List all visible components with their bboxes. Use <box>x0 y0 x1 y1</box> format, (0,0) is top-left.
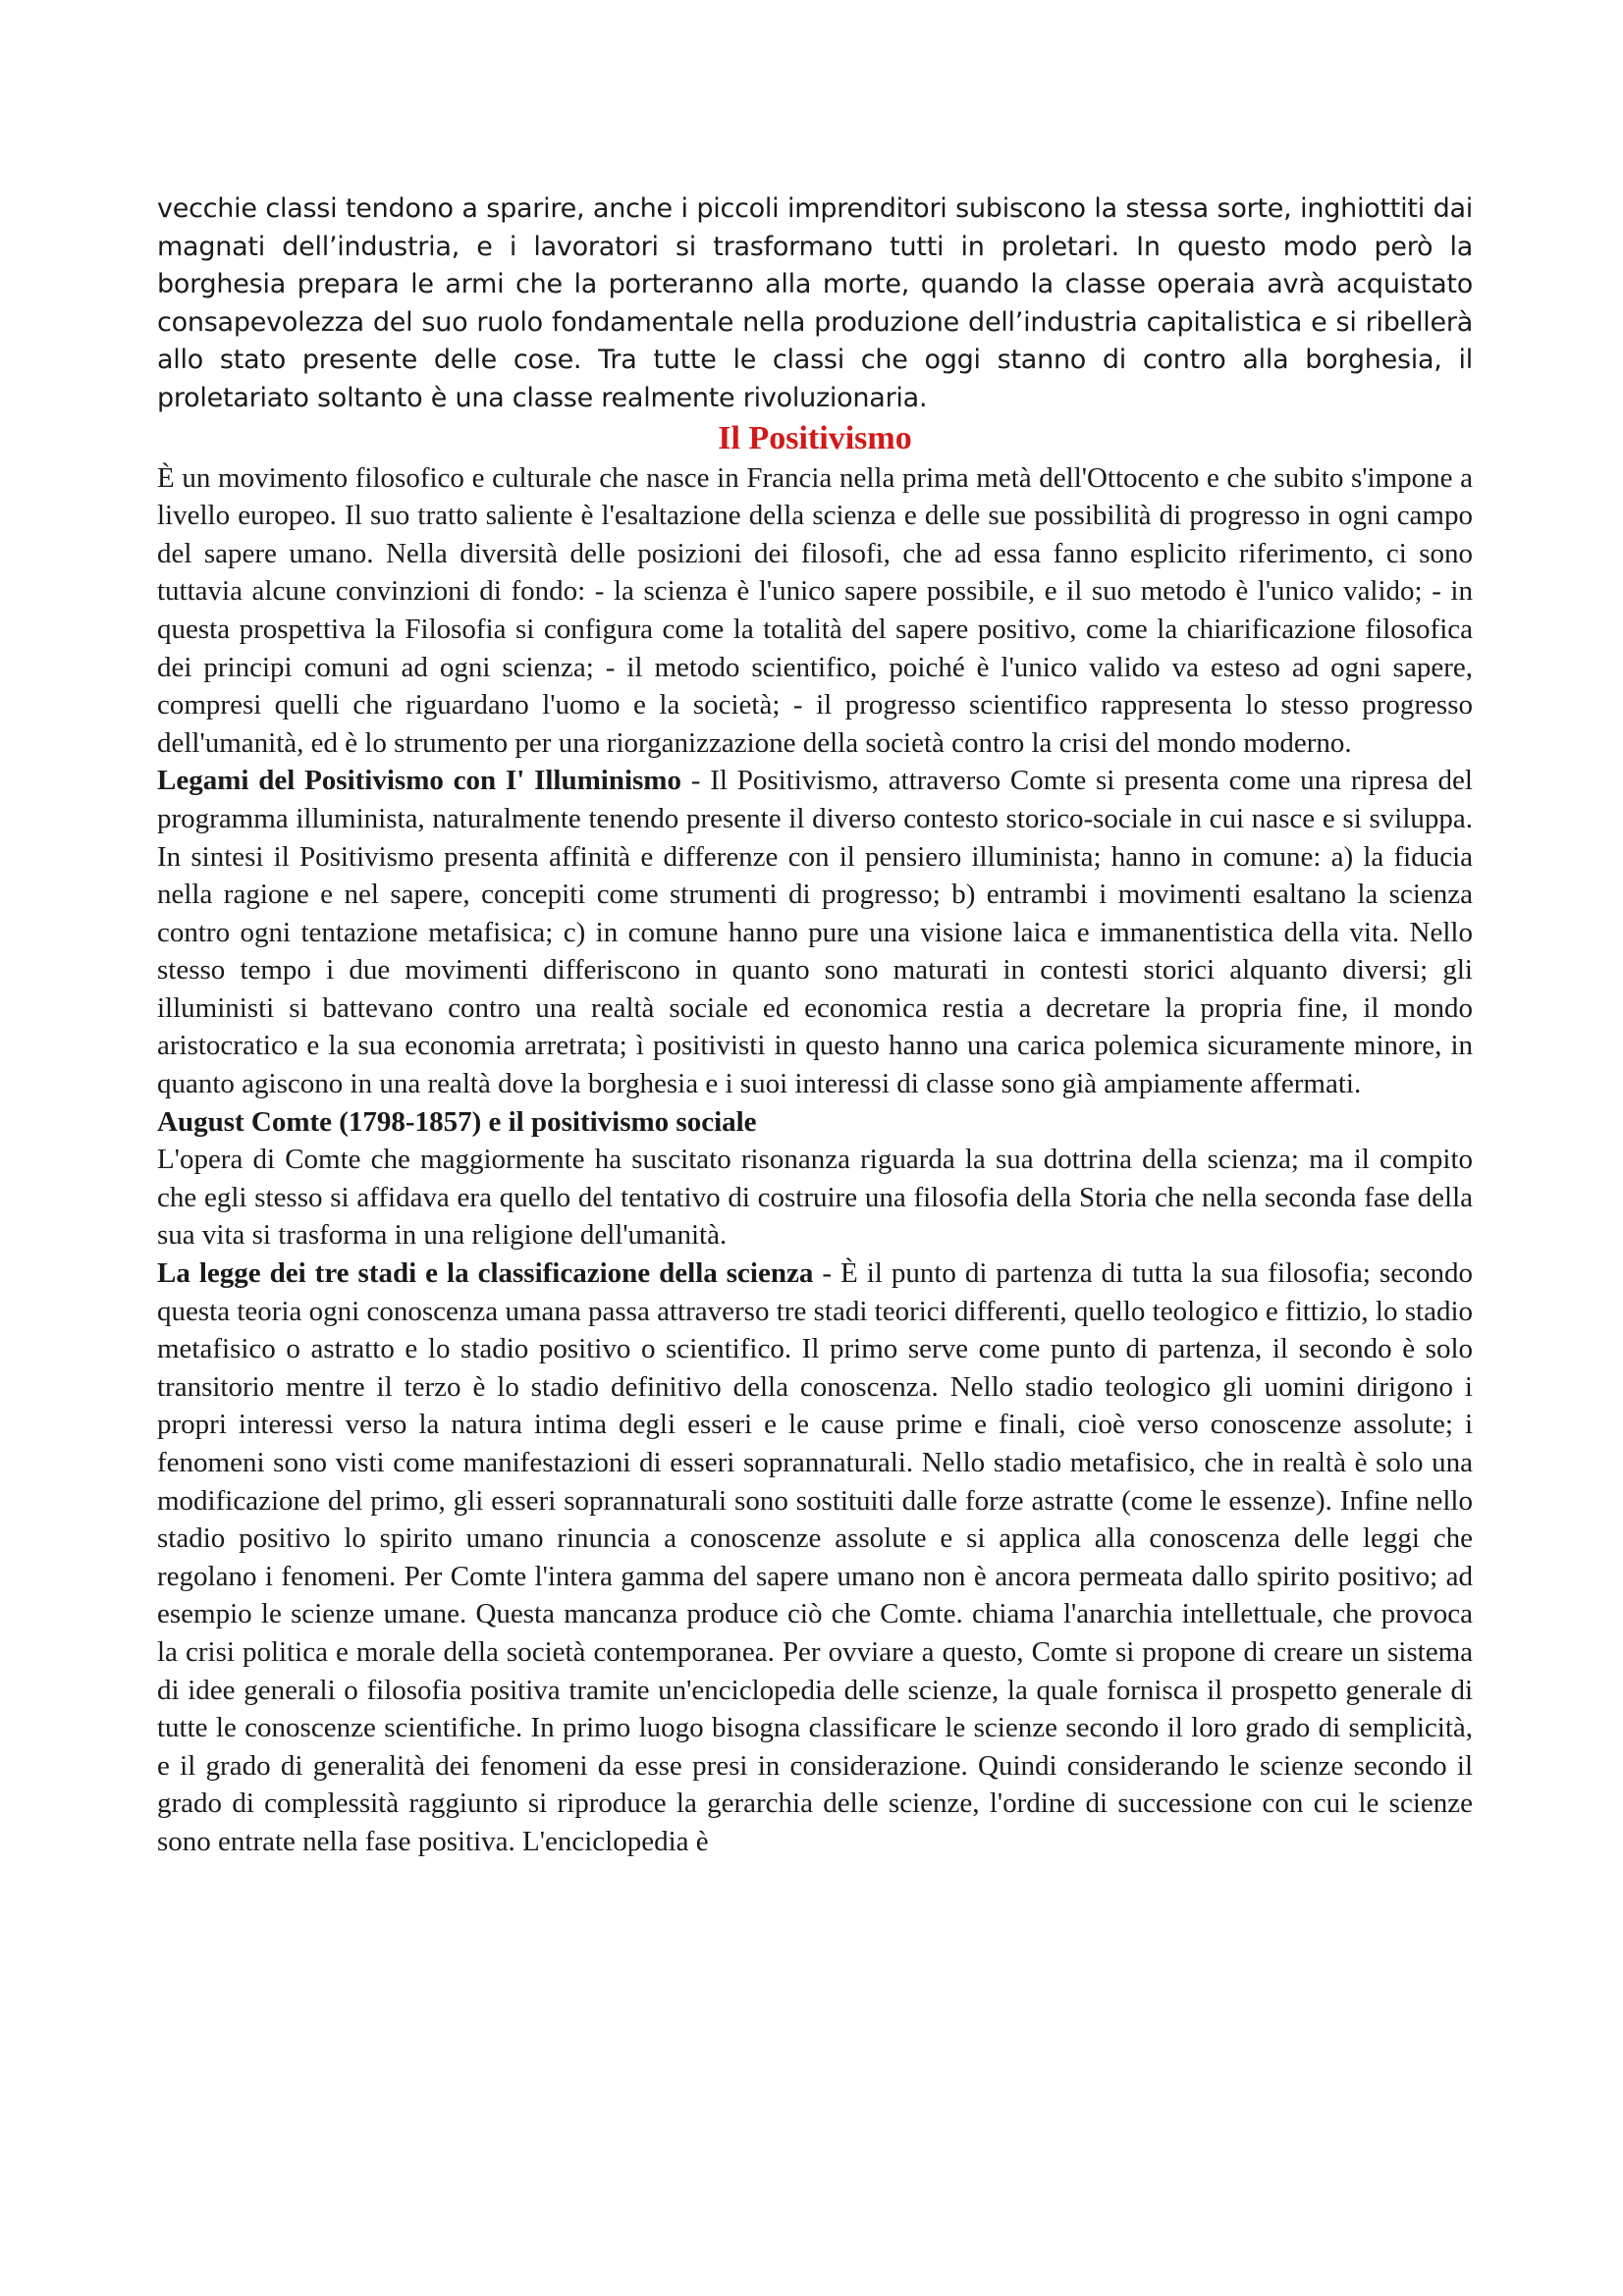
positivism-paragraph: È un movimento filosofico e culturale che nasce in Francia nella prima metà dell'Ottocento e che subito s'impone a livello europeo. Il suo tratto saliente è l'esaltazione della scienza e delle sue possibilità di progresso in ogni campo del sapere umano. Nella diversità delle posizioni dei filosofi, che ad essa fanno esplicito riferimento, ci sono tuttavia alcune convinzioni di fondo: - la scienza è l'unico sapere possibile, e il suo metodo è l'unico valido; - in questa prospettiva la Filosofia si configura come la totalità del sapere positivo, come la chiarificazione filosofica dei principi comuni ad ogni scienza; - il metodo scientifico, poiché è l'unico valido va esteso ad ogni sapere, compresi quelli che riguardano l'uomo e la società; - il progresso scientifico rappresenta lo stesso progresso dell'umanità, ed è lo strumento per una riorganizzazione della società contro la crisi del mondo moderno. <box>157 461 1473 759</box>
page-content <box>157 190 1473 1861</box>
enlightenment-text: - Il Positivismo, attraverso Comte si presenta come una ripresa del programma illuminista, naturalmente tenendo presente il diverso contesto storico-sociale in cui nasce e si sviluppa. In sintesi il Positivismo presenta affinità e differenze con il pensiero illuminista; hanno in comune: a) la fiducia nella ragione e nel sapere, concepiti come strumenti di progresso; b) entrambi i movimenti esaltano la scienza contro ogni tentazione metafisica; c) in comune hanno pure una visione laica e immanentistica della vita. Nello stesso tempo i due movimenti differiscono in quanto sono maturati in contesti storici alquanto diversi; gli illuministi si battevano contro una realtà sociale ed economica restia a decretare la propria fine, il mondo aristocratico e la sua economia arretrata; ì positivisti in questo hanno una carica polemica sicuramente minore, in quanto agiscono in una realtà dove la borghesia e i suoi interessi di classe sono già ampiamente affermati. <box>157 765 1473 1100</box>
three-stages-paragraph <box>157 1255 1473 1861</box>
enlightenment-paragraph <box>157 762 1473 1102</box>
enlightenment-heading: Legami del Positivismo con I' Illuminismo <box>157 765 681 797</box>
comte-paragraph: L'opera di Comte che maggiormente ha suscitato risonanza riguarda la sua dottrina della scienza; ma il compito che egli stesso si affidava era quello del tentativo di costruire una filosofia della Storia che nella seconda fase della sua vita si trasforma in una religione dell'umanità. <box>157 1144 1473 1252</box>
comte-heading: August Comte (1798-1857) e il positivismo sociale <box>157 1105 757 1138</box>
intro-paragraph: vecchie classi tendono a sparire, anche i piccoli imprenditori subiscono la stessa sorte, inghiottiti dai magnati dell’industria, e i lavoratori si trasformano tutti in proletari. In questo modo però la borghesia prepara le armi che la porteranno alla morte, quando la classe operaia avrà acquistato consapevolezza del suo ruolo fondamentale nella produzione dell’industria capitalistica e si ribellerà allo stato presente delle cose. Tra tutte le classi che oggi stanno di contro alla borghesia, il proletariato soltanto è una classe realmente rivoluzionaria. <box>157 193 1473 413</box>
section-title: Il Positivismo <box>718 419 912 456</box>
three-stages-text: - È il punto di partenza di tutta la sua filosofia; secondo questa teoria ogni conoscenza umana passa attraverso tre stadi teorici differenti, quello teologico e fittizio, lo stadio metafisico o astratto e lo stadio positivo o scientifico. Il primo serve come punto di partenza, il secondo è solo transitorio mentre il terzo è lo stadio definitivo della conoscenza. Nello stadio teologico gli uomini dirigono i propri interessi verso la natura intima degli esseri e le cause prime e finali, cioè verso conoscenze assolute; i fenomeni sono visti come manifestazioni di esseri soprannaturali. Nello stadio metafisico, che in realtà è solo una modificazione del primo, gli esseri soprannaturali sono sostituiti dalle forze astratte (come le essenze). Infine nello stadio positivo lo spirito umano rinuncia a conoscenze assolute e si applica alla conoscenza delle leggi che regolano i fenomeni. Per Comte l'intera gamma del sapere umano non è ancora permeata dallo spirito positivo; ad esempio le scienze umane. Questa mancanza produce ciò che Comte. chiama l'anarchia intellettuale, che provoca la crisi politica e morale della società contemporanea. Per ovviare a questo, Comte si propone di creare un sistema di idee generali o filosofia positiva tramite un'enciclopedia delle scienze, la quale fornisca il prospetto generale di tutte le conoscenze scientifiche. In primo luogo bisogna classificare le scienze secondo il loro grado di semplicità, e il grado di generalità dei fenomeni da esse presi in considerazione. Quindi considerando le scienze secondo il grado di complessità raggiunto si riproduce la gerarchia delle scienze, l'ordine di successione con cui le scienze sono entrate nella fase positiva. L'enciclopedia è <box>157 1257 1474 1857</box>
three-stages-heading: La legge dei tre stadi e la classificazione della scienza <box>157 1257 814 1290</box>
